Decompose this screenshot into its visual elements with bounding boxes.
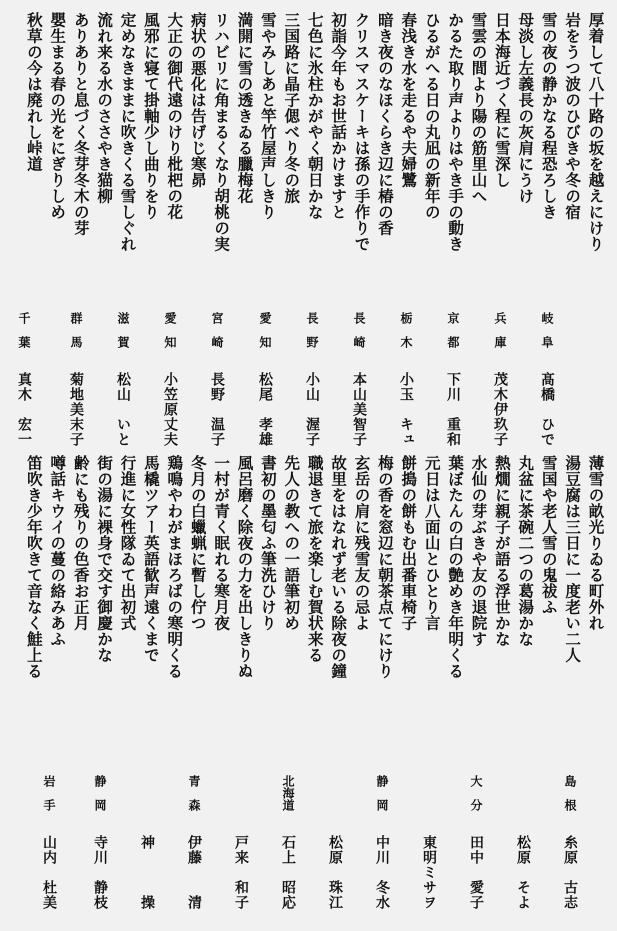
haiku-line: 嬰生まる春の光をにぎりしめ [48, 12, 68, 220]
haiku-line: 雪国や老人雪の鬼祓ふ [539, 455, 559, 615]
author-prefecture: 栃 木 [399, 312, 413, 348]
haiku-line: 噂話キウイの蔓の絡みあふ [48, 455, 68, 647]
haiku-line: 馬橇ツアー英語歓声遠くまで [141, 455, 161, 663]
author-name: 中川 冬水 [374, 835, 390, 910]
author-name: 神 操 [139, 835, 155, 910]
author-prefecture: 群 馬 [69, 312, 83, 348]
author-name: 本山美智子 [351, 372, 367, 447]
author-prefecture: 静 岡 [375, 775, 389, 811]
author-name: 戸来 和子 [233, 835, 249, 910]
author-name: 小笠原丈夫 [162, 372, 178, 447]
haiku-line: 冬月の白蠟蝋に暫し佇つ [188, 455, 208, 631]
author-name: 長野 温子 [209, 372, 225, 447]
author-name: 松尾 孝雄 [257, 372, 273, 447]
haiku-line: ひるがへる日の丸凪の新年の [422, 12, 442, 220]
author-name: 小玉 キュ [398, 372, 414, 447]
author-prefecture: 岩 手 [42, 775, 56, 811]
haiku-line: 丸盆に茶碗二つの葛湯かな [516, 455, 536, 647]
author-prefecture: 滋 賀 [116, 312, 130, 348]
author-name: 下川 重和 [445, 372, 461, 447]
haiku-line: 葉ぼたんの白の艶めき年明くる [446, 455, 466, 679]
haiku-line: 先人の教への一語筆初め [282, 455, 302, 631]
haiku-line: 秋草の今は廃れし峠道 [24, 12, 44, 172]
haiku-line: 笛吹き少年吹きて音なく鮭上る [24, 455, 44, 679]
haiku-line: かるた取り声よりはやき手の動き [446, 12, 466, 252]
author-name: 田中 愛子 [468, 835, 484, 910]
author-name: 松山 いと [115, 372, 131, 447]
haiku-line: 七色に氷柱かがやく朝日かな [305, 12, 325, 220]
author-prefecture: 島 根 [563, 775, 577, 811]
author-prefecture: 兵 庫 [493, 312, 507, 348]
haiku-line: 一村が青く眠れる寒月夜 [212, 455, 232, 631]
author-name: 石上 昭応 [280, 835, 296, 910]
author-prefecture: 千 葉 [17, 312, 31, 348]
haiku-line: 職退きて旅を楽しむ賀状来る [305, 455, 325, 663]
haiku-line: 風呂磨く除夜の力を出しきりぬ [235, 455, 255, 679]
author-name: 松原 そよ [515, 835, 531, 910]
author-prefecture: 愛 知 [258, 312, 272, 348]
haiku-line: クリスマスケーキは孫の手作りで [352, 12, 372, 252]
author-name: 茂木伊玖子 [492, 372, 508, 447]
haiku-line: 定めなきままに吹きくる雪しぐれ [118, 12, 138, 252]
author-prefecture: 長 野 [305, 312, 319, 348]
haiku-line: 元日は八面山とひとり言 [422, 455, 442, 631]
haiku-line: 流れ来る水のささやき猫柳 [95, 12, 115, 204]
haiku-line: 暗き夜のなほくらき辺に椿の香 [375, 12, 395, 236]
author-prefecture: 長 崎 [352, 312, 366, 348]
author-name: 糸原 古志 [562, 835, 578, 910]
haiku-line: 熱燗に親子が語る浮世かな [492, 455, 512, 647]
haiku-line: 餅搗の餅もむ出番車椅子 [399, 455, 419, 631]
haiku-line: 玄岳の肩に残雪友の忌よ [352, 455, 372, 631]
haiku-line: 行進に女性隊ゐて出初式 [118, 455, 138, 631]
author-prefecture: 静 岡 [93, 775, 107, 811]
author-name: 真木 宏一 [16, 372, 32, 447]
haiku-line: 街の湯に裸身で交す御慶かな [95, 455, 115, 663]
author-name: 伊藤 清 [186, 835, 202, 910]
haiku-line: 厚着して八十路の坂を越えにけり [586, 12, 606, 252]
author-prefecture: 宮 崎 [210, 312, 224, 348]
author-name: 菊地美末子 [68, 372, 84, 447]
haiku-line: 湯豆腐は三日に一度老い二人 [563, 455, 583, 663]
author-name: 松原 珠江 [327, 835, 343, 910]
haiku-line: 満開に雪の透きゐる臘梅花 [235, 12, 255, 204]
haiku-line: 日本海近づく程に雪深し [492, 12, 512, 188]
haiku-line: 雪雲の間より陽の筋里山へ [469, 12, 489, 204]
author-prefecture: 青 森 [187, 775, 201, 811]
haiku-line: 大正の御代遠のけり枇杷の花 [165, 12, 185, 220]
author-prefecture: 京 都 [446, 312, 460, 348]
author-prefecture: 岐 阜 [540, 312, 554, 348]
haiku-line: 三国路に晶子偲べり冬の旅 [282, 12, 302, 204]
haiku-line: 春浅き水を走るや夫婦鷺 [399, 12, 419, 188]
haiku-line: ありありと息づく冬芽冬木の芽 [71, 12, 91, 236]
author-name: 髙橋 ひで [539, 372, 555, 447]
author-name: 東明ミサヲ [421, 835, 437, 910]
author-prefecture: 愛 知 [163, 312, 177, 348]
haiku-line: 母淡し左義長の灰肩にうけ [516, 12, 536, 204]
author-name: 山内 杜美 [41, 835, 57, 910]
author-prefecture: 大 分 [469, 775, 483, 811]
haiku-line: 雪の夜の静かなる程恐ろしき [539, 12, 559, 220]
haiku-line: 梅の香を窓辺に朝茶点てにけり [375, 455, 395, 679]
author-name: 小山 渥子 [304, 372, 320, 447]
haiku-line: 故里をはなれず老いる除夜の鐘 [329, 455, 349, 679]
haiku-line: 病状の悪化は告げじ寒昴 [188, 12, 208, 188]
haiku-line: 岩をうつ波のひびきや冬の宿 [563, 12, 583, 220]
haiku-line: 書初の墨匂ふ筆洗ひけり [258, 455, 278, 631]
haiku-line: 鶏鳴やわがまほろばの寒明くる [165, 455, 185, 679]
haiku-line: 水仙の芽ぶきや友の退院す [469, 455, 489, 647]
haiku-line: 齢にも残りの色香お正月 [71, 455, 91, 631]
haiku-line: リハビリに角まるくなり胡桃の実 [212, 12, 232, 252]
author-name [69, 835, 83, 850]
haiku-line: 薄雪の畝光りゐる町外れ [586, 455, 606, 631]
haiku-line: 雪やみしあと竿竹屋声しきり [258, 12, 278, 220]
haiku-line: 風邪に寝て掛軸少し曲りをり [141, 12, 161, 220]
author-prefecture: 北海道 [281, 775, 295, 811]
haiku-line: 初詣今年もお世話かけますと [329, 12, 349, 220]
author-name: 寺川 静枝 [92, 835, 108, 910]
